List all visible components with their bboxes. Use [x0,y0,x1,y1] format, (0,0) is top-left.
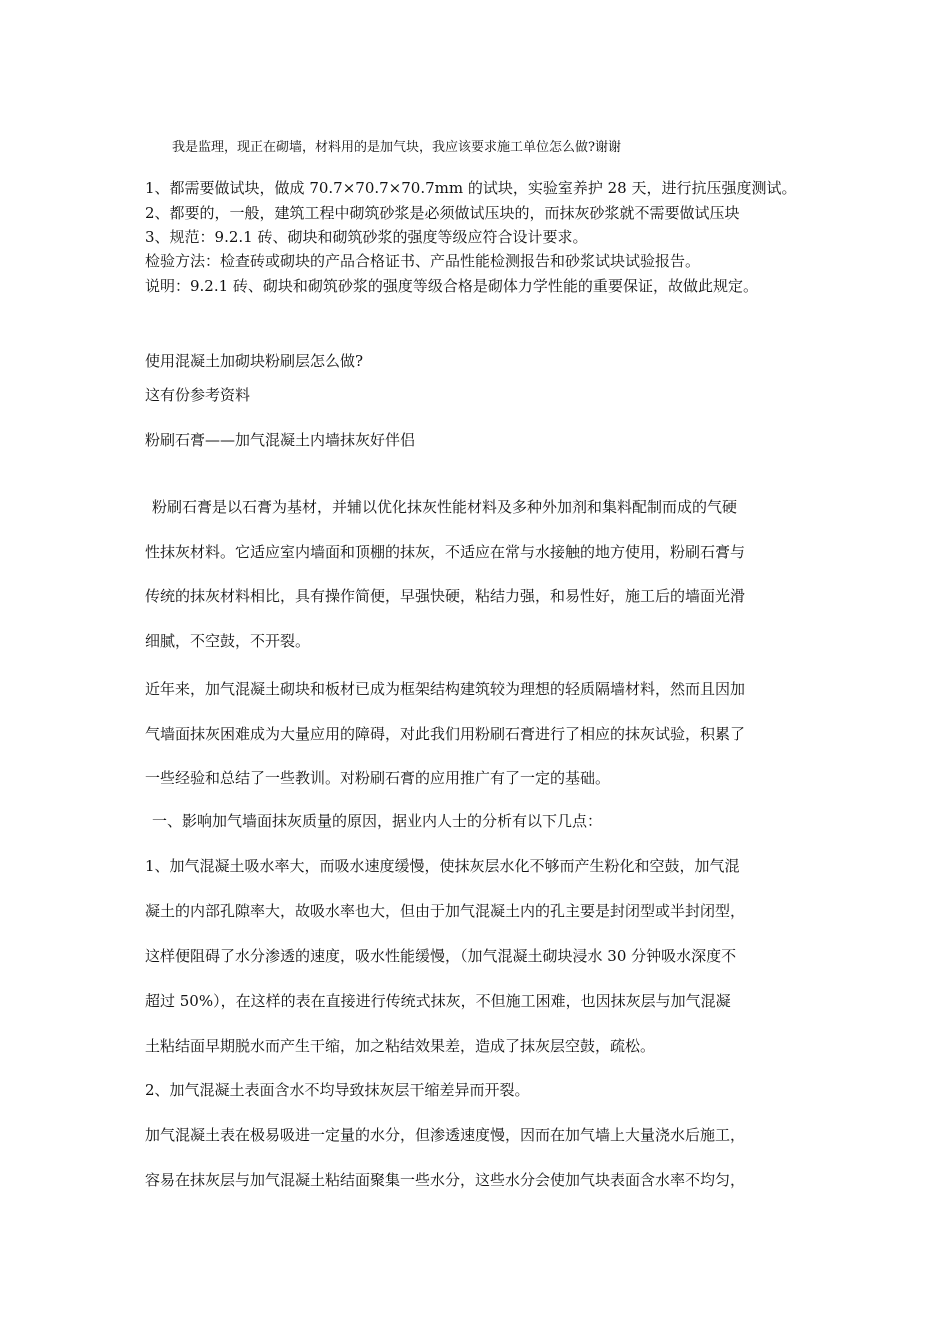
section2-reference: 这有份参考资料 [145,386,251,404]
body-p1-line-2: 性抹灰材料。它适应室内墙面和顶棚的抹灰，不适应在常与水接触的地方使用，粉刷石膏与 [145,543,746,561]
body-p2-line-3: 一些经验和总结了一些教训。对粉刷石膏的应用推广有了一定的基础。 [145,769,611,787]
body-p3-line-5: 土粘结面早期脱水而产生干缩，加之粘结效果差，造成了抹灰层空鼓，疏松。 [145,1037,656,1055]
body-p4-line-2: 容易在抹灰层与加气混凝土粘结面聚集一些水分，这些水分会使加气块表面含水率不均匀， [145,1171,746,1189]
body-p4-line-1: 加气混凝土表在极易吸进一定量的水分，但渗透速度慢，因而在加气墙上大量浇水后施工， [145,1126,746,1144]
body-p2-line-1: 近年来，加气混凝土砌块和板材已成为框架结构建筑较为理想的轻质隔墙材料，然而且因加 [145,680,746,698]
body-heading-1: 一、影响加气墙面抹灰质量的原因，据业内人士的分析有以下几点： [152,812,603,830]
section2-question: 使用混凝土加砌块粉刷层怎么做? [145,352,364,370]
question-line: 我是监理，现正在砌墙，材料用的是加气块，我应该要求施工单位怎么做?谢谢 [172,140,621,155]
answer-line-5: 说明：9.2.1 砖、砌块和砌筑砂浆的强度等级合格是砌体力学性能的重要保证，故做此规定。 [145,277,758,295]
answer-line-1: 1、都需要做试块，做成 70.7×70.7×70.7mm 的试块，实验室养护 28 天，进行抗压强度测试。 [145,179,797,197]
body-p2-line-2: 气墙面抹灰困难成为大量应用的障碍，对此我们用粉刷石膏进行了相应的抹灰试验，积累了 [145,725,746,743]
body-p3-line-4: 超过 50%），在这样的表在直接进行传统式抹灰，不但施工困难，也因抹灰层与加气混凝 [145,992,731,1010]
answer-line-4: 检验方法：检查砖或砌块的产品合格证书、产品性能检测报告和砂浆试块试验报告。 [145,252,701,270]
body-p1-line-1: 粉刷石膏是以石膏为基材，并辅以优化抹灰性能材料及多种外加剂和集料配制而成的气硬 [152,498,738,516]
answer-line-3: 3、规范：9.2.1 砖、砌块和砌筑砂浆的强度等级应符合设计要求。 [145,228,588,246]
body-p3-line-3: 这样便阻碍了水分渗透的速度，吸水性能缓慢，（加气混凝土砌块浸水 30 分钟吸水深度不 [145,947,737,965]
body-p1-line-4: 细腻，不空鼓，不开裂。 [145,632,311,650]
answer-line-2: 2、都要的，一般，建筑工程中砌筑砂浆是必须做试压块的，而抹灰砂浆就不需要做试压块 [145,204,740,222]
body-p3-line-2: 凝土的内部孔隙率大，故吸水率也大，但由于加气混凝土内的孔主要是封闭型或半封闭型， [145,902,746,920]
body-heading-2: 2、加气混凝土表面含水不均导致抹灰层干缩差异而开裂。 [145,1081,530,1099]
body-p1-line-3: 传统的抹灰材料相比，具有操作简便，早强快硬，粘结力强，和易性好，施工后的墙面光滑 [145,587,746,605]
section2-title: 粉刷石膏——加气混凝土内墙抹灰好伴侣 [145,431,416,449]
body-p3-line-1: 1、加气混凝土吸水率大，而吸水速度缓慢，使抹灰层水化不够而产生粉化和空鼓，加气混 [145,857,740,875]
